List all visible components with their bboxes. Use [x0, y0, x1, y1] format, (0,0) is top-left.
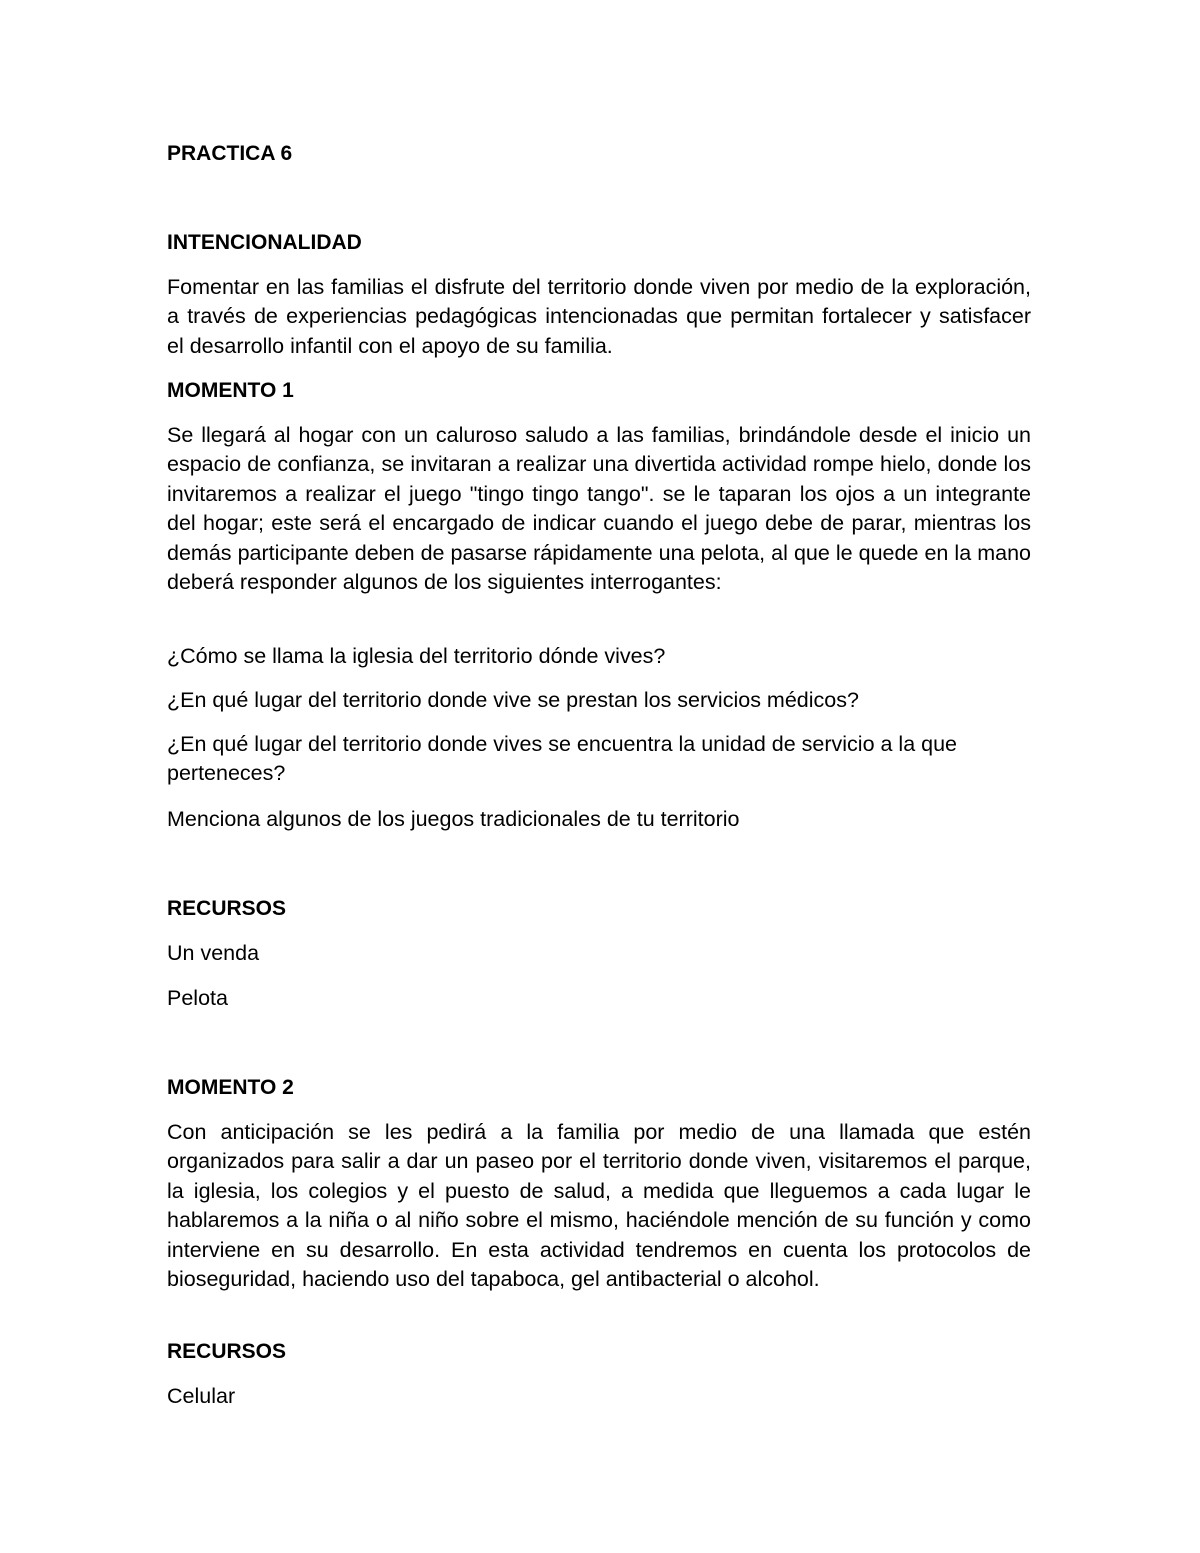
- intencionalidad-text: Fomentar en las familias el disfrute del territorio donde viven por medio de la exploración, a través de experiencias pedagógicas intencionadas que permitan fortalecer y satisfacer el desarrollo infantil con el apoyo de su familia.: [167, 275, 1031, 358]
- question-3: ¿En qué lugar del territorio donde vives se encuentra la unidad de servicio a la que perteneces?: [167, 732, 958, 786]
- document-title: PRACTICA 6: [167, 142, 293, 165]
- momento-1-text: Se llegará al hogar con un caluroso saludo a las familias, brindándole desde el inicio un espacio de confianza, se invitaran a realizar una divertida actividad rompe hielo, donde los invitaremos a realizar el juego "tingo tingo tango". se le taparan los ojos a un integrante del hogar; este será el encargado de indicar cuando el juego debe de parar, mientras los demás participante deben de pasarse rápidamente una pelota, al que le quede en la mano deberá responder algunos de los siguientes interrogantes:: [167, 423, 1031, 595]
- momento-2-heading: MOMENTO 2: [167, 1076, 294, 1099]
- question-2: ¿En qué lugar del territorio donde vive se prestan los servicios médicos?: [167, 688, 859, 712]
- recurso-item: Pelota: [167, 986, 228, 1010]
- momento-1-heading: MOMENTO 1: [167, 379, 294, 402]
- recurso-item: Un venda: [167, 941, 260, 965]
- recursos-2-heading: RECURSOS: [167, 1340, 287, 1363]
- question-1: ¿Cómo se llama la iglesia del territorio dónde vives?: [167, 644, 666, 668]
- momento-2-text: Con anticipación se les pedirá a la familia por medio de una llamada que estén organizados para salir a dar un paseo por el territorio donde viven, visitaremos el parque, la iglesia, los colegios y el puesto de salud, a medida que lleguemos a cada lugar le hablaremos a la niña o al niño sobre el mismo, haciéndole mención de su función y como interviene en su desarrollo. En esta actividad tendremos en cuenta los protocolos de bioseguridad, haciendo uso del tapaboca, gel antibacterial o alcohol.: [167, 1120, 1031, 1292]
- question-4: Menciona algunos de los juegos tradicionales de tu territorio: [167, 807, 740, 831]
- recurso-item: Celular: [167, 1384, 236, 1408]
- recursos-1-heading: RECURSOS: [167, 897, 287, 920]
- intencionalidad-heading: INTENCIONALIDAD: [167, 231, 362, 254]
